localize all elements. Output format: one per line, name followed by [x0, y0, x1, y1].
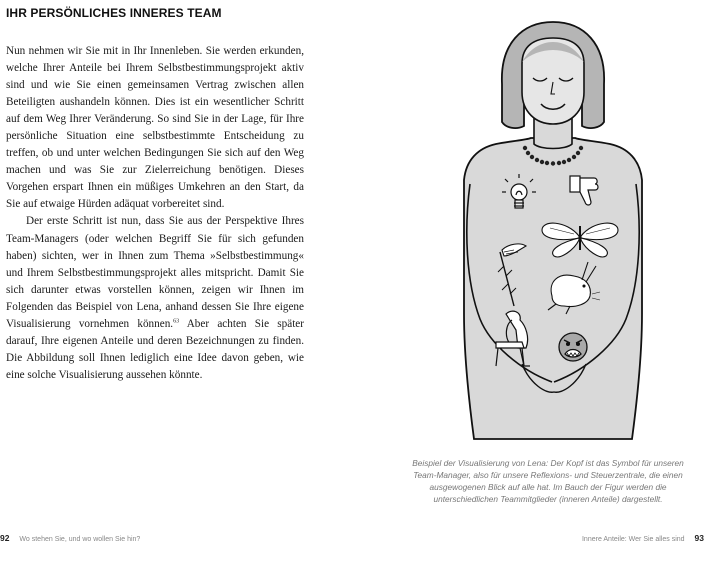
running-title-right: Innere Anteile: Wer Sie alles sind	[581, 536, 685, 543]
page-number-right: 93	[694, 533, 704, 543]
footer-right	[582, 533, 704, 543]
angry-face-icon	[559, 333, 587, 361]
paragraph-2-part-1: Der erste Schritt ist nun, dass Sie aus der Perspektive Ihres Team-Managers (oder welchen Begriff Sie für sich gefunden haben) sichten, wer in Ihnen zum Thema »Selbstbestimmung« und Ihrem Selbstbestimmungsprojekt alles mitspricht. Damit Sie sich darunter etwas vorstellen können, zeigen wir Ihnen im Folgenden das Beispiel von Lena, anhand dessen Sie Ihre eigene Visualisierung vornehmen können.	[6, 215, 304, 330]
inner-team-figure	[430, 14, 676, 454]
running-title-left: Wo stehen Sie, und wo wollen Sie hin?	[19, 536, 141, 543]
body-text	[6, 43, 304, 384]
footer-left	[0, 533, 140, 543]
page-number-left: 92	[0, 533, 10, 543]
figure-caption: Beispiel der Visualisierung von Lena: Der Kopf ist das Symbol für unseren Team-Manager, also für unsere Reflexions- und Steuerzentrale, die einen ausgewogenen Blick auf alle hat. Im Bauch der Figur werden die unterschiedlichen Teammitglieder (inneren Anteile) dargestellt.	[412, 458, 684, 504]
paragraph-2	[6, 213, 304, 383]
section-heading: IHR PERSÖNLICHES INNERES TEAM	[6, 6, 222, 20]
paragraph-1: Nun nehmen wir Sie mit in Ihr Innenleben. Sie werden erkunden, welche Ihrer Anteile bei Ihrem Selbstbestimmungsprojekt aktiv sind und wie Sie einen gemeinsamen Vertrag zwischen allen Beteiligten aushandeln können. Dies ist ein wesentlicher Schritt auf dem Weg Ihrer Veränderung. So sind Sie in der Lage, für Ihre persönliche Situation eine selbstbestimmte Entscheidung zu treffen, ob und unter welchen Bedingungen Sie sich auf den Weg machen und was Sie zur Zielerreichung benötigen. Dieses Vorgehen erspart Ihnen ein müßiges Umkehren an den Start, da Sie auf etwaige Hürden adäquat vorbereitet sind.	[6, 45, 304, 211]
paragraph-2-part-2: Aber achten Sie später darauf, Ihre eigenen Anteile und deren Bezeichnungen zu finden. Die Abbildung soll Ihnen lediglich eine Idee davon geben, wie eine solche Visualisierung aussehen könnte.	[6, 317, 304, 381]
footnote-ref: 63	[173, 318, 180, 325]
